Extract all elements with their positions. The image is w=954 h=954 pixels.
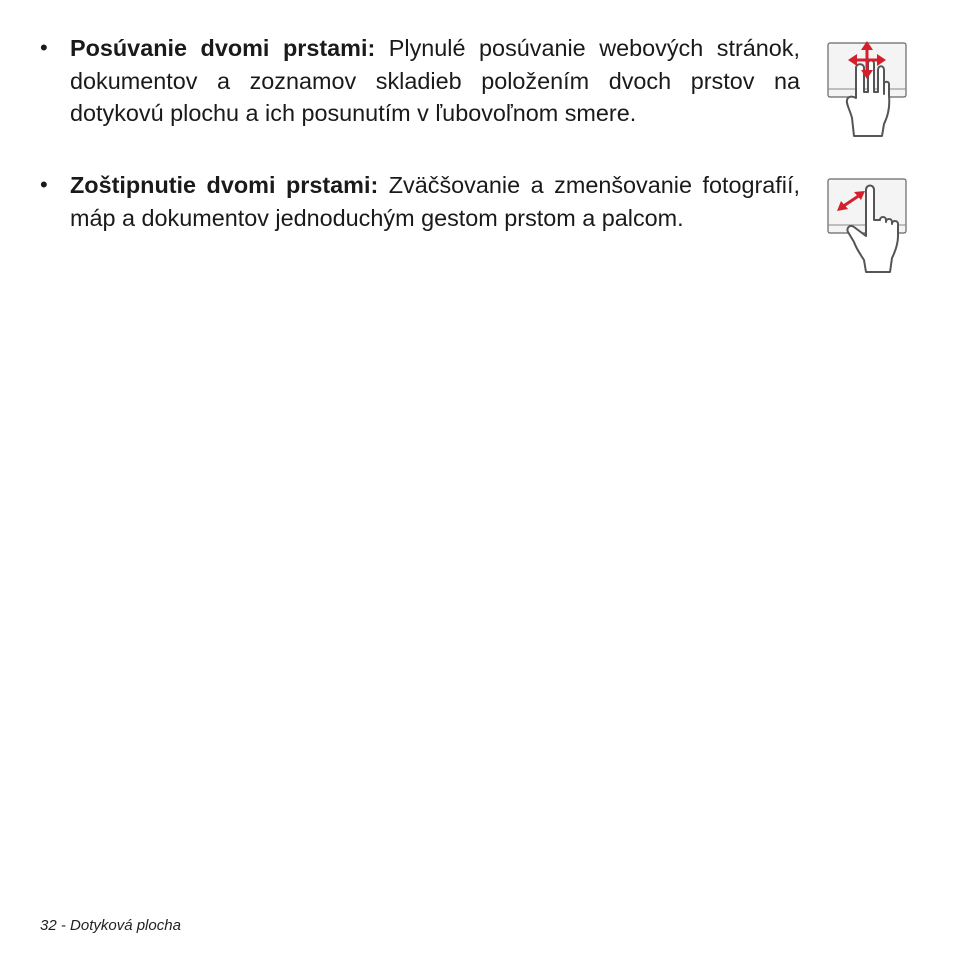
bullet-mark: • bbox=[40, 172, 48, 197]
item-description: Plynulé posúvanie webových stránok, dokumentov a zoznamov skladieb položením dvoch prstov na dotykovú plochu a ich posunutím v ľubovoľnom smere. bbox=[70, 35, 800, 126]
bullet-mark: • bbox=[40, 35, 48, 60]
item-title: Posúvanie dvomi prstami: bbox=[70, 35, 376, 61]
bullet-text bbox=[70, 32, 800, 130]
pinch-zoom-icon bbox=[826, 176, 910, 276]
item-title: Zoštipnutie dvomi prstami: bbox=[70, 172, 379, 198]
bullet-item-two-finger-scroll bbox=[40, 32, 800, 130]
page-footer: 32 - Dotyková plocha bbox=[40, 917, 181, 934]
bullet-item-pinch-zoom bbox=[40, 169, 800, 234]
two-finger-scroll-icon bbox=[826, 40, 910, 140]
bullet-text bbox=[70, 169, 800, 234]
item-description: Zväčšovanie a zmenšovanie fotografií, máp a dokumentov jednoduchým gestom prstom a palcom. bbox=[70, 172, 800, 231]
